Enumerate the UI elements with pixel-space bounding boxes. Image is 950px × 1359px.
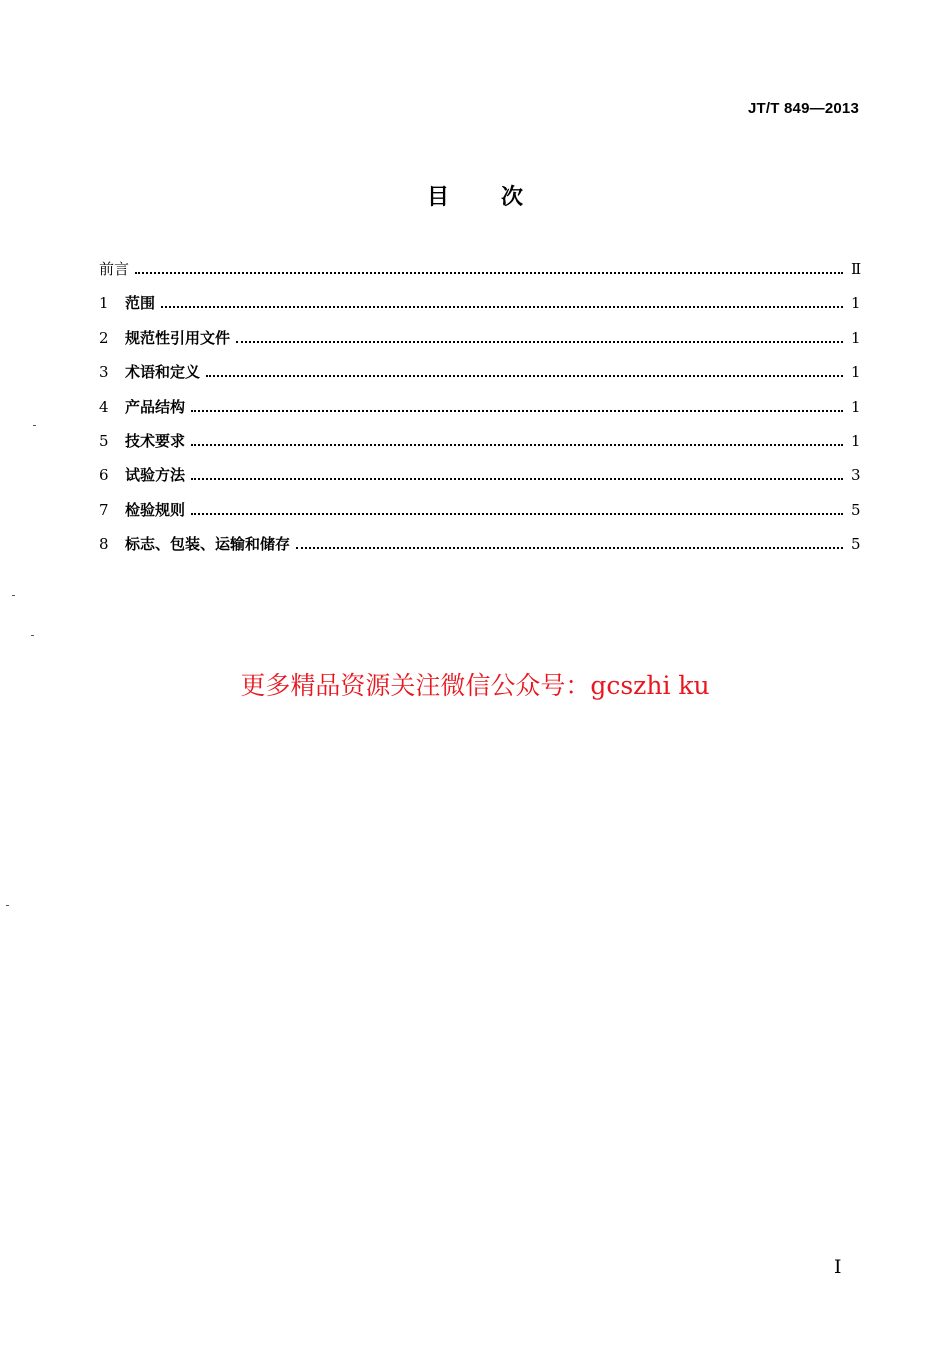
scan-speck	[33, 425, 36, 426]
toc-section-number: 8	[99, 535, 109, 554]
toc-label: 术语和定义	[125, 363, 201, 382]
toc-section-number: 2	[99, 328, 109, 347]
toc-page-number: 1	[851, 397, 861, 416]
toc-label: 规范性引用文件	[125, 328, 231, 347]
toc-entry-test-methods[interactable]	[99, 464, 859, 498]
toc-label: 技术要求	[125, 431, 186, 450]
toc-page-number: 5	[851, 535, 861, 554]
title-char-left: 目	[426, 185, 449, 210]
toc-page-number: 1	[851, 328, 861, 347]
toc-entry-foreword[interactable]	[99, 258, 862, 292]
toc-entry-terms-definitions[interactable]	[99, 361, 859, 395]
toc-label: 检验规则	[125, 500, 186, 519]
toc-leader-dots	[296, 547, 843, 549]
page-number: I	[834, 1256, 842, 1278]
toc-section-number: 7	[99, 500, 109, 519]
toc-page-number: 1	[851, 363, 861, 382]
toc-page-number: Ⅱ	[851, 260, 862, 278]
toc-label: 产品结构	[125, 397, 186, 416]
toc-entry-inspection-rules[interactable]	[99, 499, 859, 533]
toc-leader-dots	[135, 272, 843, 274]
toc-section-number: 4	[99, 397, 109, 416]
standard-code: JT/T 849—2013	[748, 100, 859, 117]
watermark-notice: 更多精品资源关注微信公众号：gcszhi ku	[240, 671, 710, 700]
scan-speck	[6, 905, 9, 906]
toc-page-number: 3	[851, 466, 861, 485]
toc-leader-dots	[161, 306, 843, 308]
toc-page-number: 5	[851, 500, 861, 519]
toc-section-number: 5	[99, 431, 109, 450]
toc-label: 试验方法	[125, 466, 186, 485]
toc-leader-dots	[236, 341, 843, 343]
toc-section-number: 1	[99, 294, 109, 313]
toc-page-number: 1	[851, 294, 861, 313]
toc-label: 标志、包装、运输和储存	[125, 535, 291, 554]
toc-label: 前言	[99, 260, 130, 278]
scan-speck	[12, 595, 15, 596]
toc-entry-technical-requirements[interactable]	[99, 430, 859, 464]
toc-section-number: 3	[99, 363, 109, 382]
toc-leader-dots	[191, 478, 843, 480]
toc-section-number: 6	[99, 466, 109, 485]
toc-leader-dots	[206, 375, 843, 377]
toc-entry-scope[interactable]	[99, 292, 859, 326]
table-of-contents	[99, 258, 862, 568]
page-title	[0, 180, 950, 211]
toc-leader-dots	[191, 410, 843, 412]
toc-entry-normative-references[interactable]	[99, 327, 859, 361]
toc-leader-dots	[191, 513, 843, 515]
title-char-right: 次	[501, 185, 524, 210]
toc-entry-product-structure[interactable]	[99, 396, 859, 430]
toc-leader-dots	[191, 444, 843, 446]
toc-page-number: 1	[851, 431, 861, 450]
toc-entry-marking-packaging[interactable]	[99, 533, 859, 567]
scan-speck	[31, 635, 34, 636]
toc-label: 范围	[125, 294, 156, 313]
